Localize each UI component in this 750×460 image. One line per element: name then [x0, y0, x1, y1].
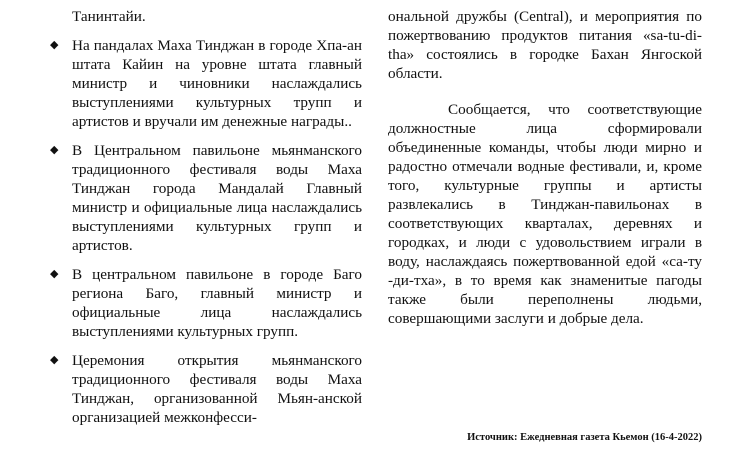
diamond-bullet-icon: ◆: [50, 354, 59, 366]
left-column: [40, 0, 362, 427]
list-item-text: В Центральном павильоне мьянманского традиционного фестиваля воды Маха Тинджан города Мандалай Главный министр и официальные лица наслаждались выступлениями культурных групп и артистов.: [72, 142, 362, 254]
diamond-bullet-icon: ◆: [50, 144, 59, 156]
list-item-text: Церемония открытия мьянманского традиционного фестиваля воды Маха Тинджан, организованной Мьян-анской организацией межконфесси-: [72, 352, 362, 426]
list-item: [40, 141, 362, 255]
left-top-fragment: Танинтайи.: [72, 8, 146, 25]
list-item-text: На пандалах Маха Тинджан в городе Хпа-ан штата Кайин на уровне штата главный министр и чиновники наслаждались выступлениями культурных трупп и артистов и вручали им денежные награды..: [72, 37, 362, 130]
list-item: [40, 36, 362, 131]
list-item: [40, 265, 362, 341]
right-column: [388, 0, 702, 328]
diamond-bullet-icon: ◆: [50, 39, 59, 51]
list-item: [40, 351, 362, 427]
diamond-bullet-icon: ◆: [50, 268, 59, 280]
right-top-fragment: ональной дружбы (Central), и мероприятия по пожертвованию продуктов питания «sa-tu-di-tha» состоялись в городке Бахан Янгоской области.: [388, 8, 702, 82]
source-citation: Источник: Ежедневная газета Кьемон (16-4-2022): [467, 432, 702, 443]
list-item-text: В центральном павильоне в городе Баго региона Баго, главный министр и официальные лица наслаждались выступлениями культурных групп.: [72, 266, 362, 340]
body-paragraph: Сообщается, что соответствующие должностные лица сформировали объединенные команды, чтобы люди мирно и радостно отмечали водные фестивали, и, кроме того, культурные группы и артисты развлекались в Тинджан-павильонах в соответствующих кварталах, деревнях и городках, и люди с удовольствием играли в воду, наслаждаясь пожертвованной едой «са-ту -ди-тха», в то время как знаменитые пагоды также были переполнены людьми, совершающими заслуги и добрые дела.: [388, 101, 702, 327]
